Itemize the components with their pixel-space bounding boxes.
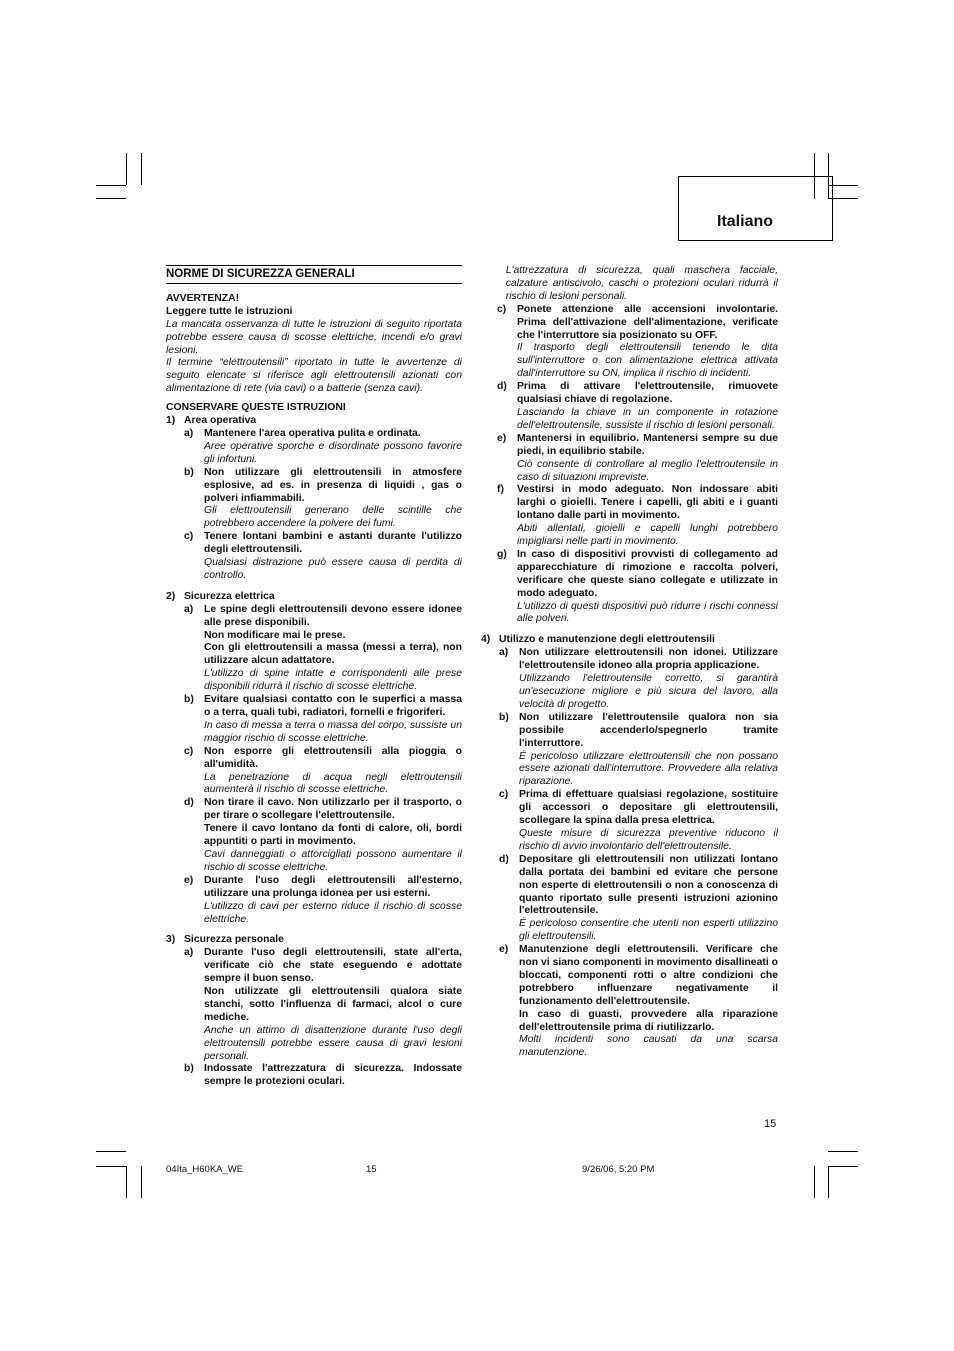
crop-mark — [126, 1166, 127, 1198]
section-heading: 4) Utilizzo e manutenzione degli elettroutensili — [481, 634, 715, 646]
list-item: a) Mantenere l'area operativa pulita e ordinata. Aree operative sporche e disordinate possono favorire gli infortuni. — [184, 427, 462, 465]
list-item: a) Durante l'uso degli elettroutensili, state all'erta, verificate ciò che state eseguendo e adottate sempre il buon senso. Non utilizzate gli elettroutensili qualora siate stanchi, sotto l'influenza di farmaci, alcol o cure mediche. Anche un attimo di disattenzione durante l'uso degli elettroutensili potrebbe essere causa di gravi lesioni personali. — [184, 947, 462, 1062]
crop-mark — [126, 153, 127, 185]
list-item: e) Mantenersi in equilibrio. Mantenersi sempre su due piedi, in equilibrio stabile. Ciò consente di controllare al meglio l'elettroutensile in caso di situazioni impreviste. — [497, 432, 778, 483]
language-tab — [678, 176, 833, 241]
warning-subheading: Leggere tutte le istruzioni — [166, 305, 293, 317]
crop-mark — [96, 1166, 126, 1167]
list-item: c) Prima di effettuare qualsiasi regolazione, sostituire gli accessori o depositare gli elettroutensili, scollegare la spina dalla presa elettrica. Queste misure di sicurezza preventive riducono il rischio di avvio involontario dell'elettroutensile. — [499, 789, 778, 852]
crop-mark — [96, 198, 126, 199]
crop-mark — [141, 1166, 142, 1198]
section-heading: 3) Sicurezza personale — [166, 934, 284, 946]
section-title: NORME DI SICUREZZA GENERALI — [166, 265, 462, 284]
list-item: b) Evitare qualsiasi contatto con le superfici a massa o a terra, quali tubi, radiatori, fornelli e frigoriferi. In caso di messa a terra o massa del corpo, sussiste un maggior rischio di scosse elettriche. — [184, 694, 462, 744]
crop-mark — [814, 1166, 815, 1198]
list-item: d) Prima di attivare l'elettroutensile, rimuovete qualsiasi chiave di regolazione. Lasciando la chiave in un componente in rotazione dell'elettroutensile, sussiste il rischio di lesioni personali. — [497, 381, 778, 431]
list-item-continued: L'attrezzatura di sicurezza, quali maschera facciale, calzature antiscivolo, caschi o protezioni oculari ridurrà il rischio di lesioni personali. — [505, 265, 778, 302]
right-column — [481, 265, 778, 1060]
warning-heading: AVVERTENZA! — [166, 292, 240, 304]
crop-mark — [828, 1166, 829, 1198]
list-item: b) Non utilizzare gli elettroutensili in atmosfere esplosive, ad es. in presenza di liquidi , gas o polveri infiammabili. Gli elettroutensili generano delle scintille che potrebbero accendere la polvere dei fumi. — [184, 466, 462, 530]
list-item: f) Vestirsi in modo adeguato. Non indossare abiti larghi o gioielli. Tenere i capelli, gli abiti e i guanti lontano dalle parti in movimento. Abiti allentati, gioielli e capelli lunghi potrebbero impigliarsi nelle parti in movimento. — [497, 484, 778, 548]
crop-mark — [96, 185, 126, 186]
keep-instructions: CONSERVARE QUESTE ISTRUZIONI — [166, 402, 346, 414]
crop-mark — [828, 1166, 858, 1167]
section-heading: 2) Sicurezza elettrica — [166, 590, 275, 602]
list-item: a) Le spine degli elettroutensili devono essere idonee alle prese disponibili. Non modificare mai le prese. Con gli elettroutensili a massa (messi a terra), non utilizzare alcun adattatore. L'utilizzo di spine intatte e corrispondenti alle prese disponibili ridurrà il rischio di scosse elettriche. — [184, 603, 462, 693]
list-item: e) Manutenzione degli elettroutensili. Verificare che non vi siano componenti in movimento disallineati o bloccati, componenti rotti o altre condizioni che potrebbero influenzare negativamente il funzionamento dell'elettroutensile. In caso di guasti, provvedere alla riparazione dell'elettroutensile prima di riutilizzarlo. Molti incidenti sono causati da una scarsa manutenzione. — [499, 944, 778, 1059]
crop-mark — [141, 153, 142, 185]
crop-mark — [828, 1151, 858, 1152]
list-item: g) In caso di dispositivi provvisti di collegamento ad apparecchiature di rimozione e raccolta polveri, verificare che queste siano collegate e utilizzate in modo adeguato. L'utilizzo di questi dispositivi può ridurre i rischi connessi alle polveri. — [497, 548, 778, 625]
list-item: c) Ponete attenzione alle accensioni involontarie. Prima dell'attivazione dell'alimentazione, verificate che l'interruttore sia posizionato su OFF. Il trasporto degli elettroutensili tenendo le dita sull'interruttore o con alimentazione elettrica attivata dall'interruttore su ON, implica il rischio di incidenti. — [497, 303, 778, 380]
list-item: a) Non utilizzare elettroutensili non idonei. Utilizzare l'elettroutensile idoneo alla propria applicazione. Utilizzando l'elettroutensile corretto, si garantirà un'esecuzione migliore e più sicura del lavoro, alla velocità di progetto. — [499, 647, 778, 710]
list-item: e) Durante l'uso degli elettroutensili all'esterno, utilizzare una prolunga idonea per usi esterni. L'utilizzo di cavi per esterno riduce il rischio di scosse elettriche. — [184, 874, 462, 925]
left-column — [166, 265, 462, 1089]
list-item: c) Non esporre gli elettroutensili alla pioggia o all'umidità. La penetrazione di acqua negli elettroutensili aumenterà il rischio di scosse elettriche. — [184, 745, 462, 796]
list-item: b) Indossate l'attrezzatura di sicurezza. Indossate sempre le protezioni oculari. — [184, 1063, 462, 1088]
list-item: c) Tenere lontani bambini e astanti durante l'utilizzo degli elettroutensili. Qualsiasi distrazione può essere causa di perdita di controllo. — [184, 531, 462, 581]
footer-filename: 04Ita_H60KA_WE — [166, 1164, 244, 1175]
footer-date: 9/26/06, 5:20 PM — [582, 1164, 655, 1175]
page-number: 15 — [764, 1118, 777, 1130]
crop-mark — [96, 1151, 126, 1152]
warning-paragraph: La mancata osservanza di tutte le istruzioni di seguito riportata potrebbe essere causa di scosse elettriche, incendi e/o gravi lesioni. — [166, 318, 462, 356]
warning-paragraph: Il termine “elettroutensili” riportato in tutte le avvertenze di seguito elencate si riferisce agli elettroutensili azionati con alimentazione di rete (via cavi) o a batterie (senza cavi). — [166, 357, 462, 395]
footer-page: 15 — [366, 1164, 377, 1175]
list-item: d) Non tirare il cavo. Non utilizzarlo per il trasporto, o per tirare o scollegare l'elettroutensile. Tenere il cavo lontano da fonti di calore, oli, bordi appuntiti o parti in movimento. Cavi danneggiati o attorcigliati possono aumentare il rischio di scosse elettriche. — [184, 797, 462, 873]
list-item: b) Non utilizzare l'elettroutensile qualora non sia possibile accenderlo/spegnerlo tramite l'interruttore. É pericoloso utilizzare elettroutensili che non possano essere azionati dall'interruttore. Provvedere alla relativa riparazione. — [499, 711, 778, 788]
list-item: d) Depositare gli elettroutensili non utilizzati lontano dalla portata dei bambini ed evitare che persone non esperte di elettroutensili o non a conoscenza di quanto riportato sulle presenti istruzioni azionino l'elettroutensile. É pericoloso consentire che utenti non esperti utilizzino gli elettroutensili. — [499, 853, 778, 943]
language-label: Italiano — [717, 213, 774, 230]
section-heading: 1) Area operativa — [166, 415, 257, 427]
